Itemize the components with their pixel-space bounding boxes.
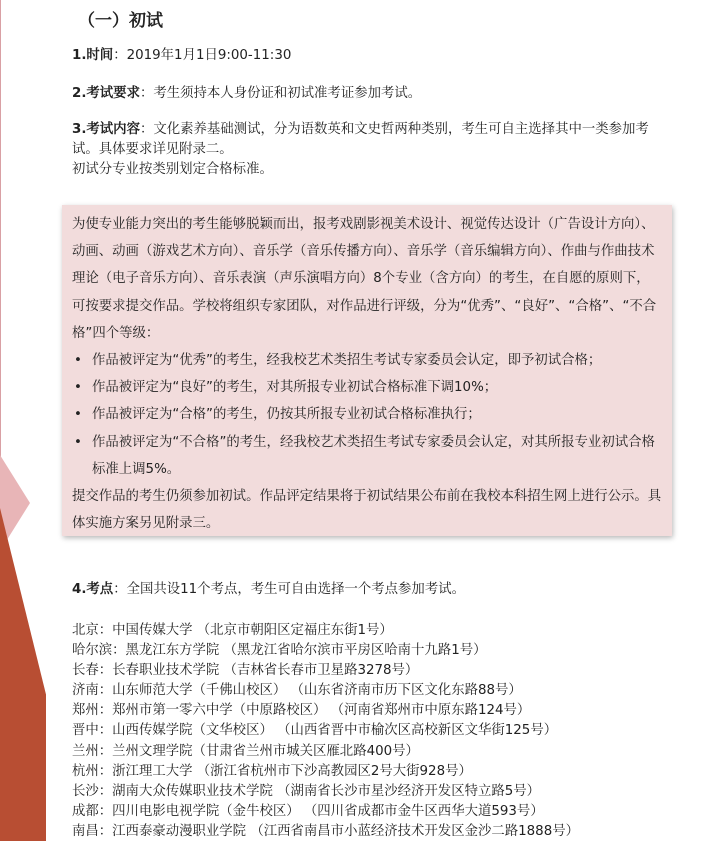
exam-time — [72, 46, 291, 66]
callout-bullet-item: • 作品被评定为“优秀”的考生，经我校艺术类招生考试专家委员会认定，即予初试合格； — [72, 347, 662, 374]
exam-requirement — [72, 84, 421, 104]
exam-venues-value: ：全国共设11个考点，考生可自由选择一个考点参加考试。 — [113, 582, 465, 597]
exam-site-item: 哈尔滨：黑龙江东方学院 （黑龙江省哈尔滨市平房区哈南十九路1号） — [72, 643, 487, 659]
left-border-line — [0, 0, 1, 470]
callout-bullet-item: • 作品被评定为“不合格”的考生，经我校艺术类招生考试专家委员会认定，对其所报专业初试合格标准上调5%。 — [72, 429, 662, 483]
exam-site-item: 晋中：山西传媒学院（文华校区） （山西省晋中市榆次区高校新区文华街125号） — [72, 723, 558, 739]
exam-site-list — [72, 621, 579, 842]
callout-bullet-list — [72, 347, 662, 483]
exam-site-item: 南昌：江西泰豪动漫职业学院 （江西省南昌市小蓝经济技术开发区金沙二路1888号） — [72, 823, 580, 839]
exam-site-item: 郑州：郑州市第一零六中学（中原路校区） （河南省郑州市中原东路124号） — [72, 703, 531, 719]
exam-site-item: 北京：中国传媒大学 （北京市朝阳区定福庄东街1号） — [72, 623, 393, 638]
exam-time-value: ：2019年1月1日9:00-11:30 — [113, 48, 292, 63]
exam-requirement-value: ：考生须持本人身份证和初试准考证参加考试。 — [139, 86, 422, 101]
exam-venues — [72, 580, 465, 600]
exam-time-label: 1.时间 — [72, 48, 114, 63]
exam-site-item: 杭州：浙江理工大学 （浙江省杭州市下沙高教园区2号大街928号） — [72, 763, 472, 779]
callout-intro: 为使专业能力突出的考生能够脱颖而出，报考戏剧影视美术设计、视觉传达设计（广告设计方向）、动画、动画（游戏艺术方向）、音乐学（音乐传播方向）、音乐学（音乐编辑方向）、作曲与作曲技术理论（电子音乐方向）、音乐表演（声乐演唱方向）8个专业（含方向）的考生，在自愿的原则下，可按要求提交作品。学校将组织专家团队，对作品进行评级，分为“优秀”、“良好”、“合格”、“不合格”四个等级： — [72, 217, 657, 341]
exam-content-note: 初试分专业按类别划定合格标准。 — [72, 162, 273, 177]
exam-venues-label: 4.考点 — [72, 582, 114, 597]
exam-content — [72, 120, 652, 180]
exam-content-value: ：文化素养基础测试，分为语数英和文史哲两种类别，考生可自主选择其中一类参加考试。具体要求详见附录二。 — [72, 122, 649, 157]
callout-outro: 提交作品的考生仍须参加初试。作品评定结果将于初试结果公布前在我校本科招生网上进行公示。具体实施方案另见附录三。 — [72, 489, 662, 532]
exam-site-item: 成都：四川电影电视学院（金牛校区） （四川省成都市金牛区西华大道593号） — [72, 803, 544, 819]
exam-content-label: 3.考试内容 — [72, 122, 140, 137]
decorative-red-shape — [0, 508, 46, 841]
callout-bullet-item: • 作品被评定为“合格”的考生，仍按其所报专业初试合格标准执行； — [72, 401, 662, 428]
exam-site-item: 兰州：兰州文理学院（甘肃省兰州市城关区雁北路400号） — [72, 743, 419, 759]
callout-bullet-item: • 作品被评定为“良好”的考生，对其所报专业初试合格标准下调10%； — [72, 374, 662, 401]
exam-site-item: 济南：山东师范大学（千佛山校区） （山东省济南市历下区文化东路88号） — [72, 683, 522, 699]
exam-site-item: 长沙：湖南大众传媒职业技术学院 （湖南省长沙市星沙经济开发区特立路5号） — [72, 783, 541, 799]
section-title: （一）初试 — [78, 11, 163, 31]
exam-site-item: 长春：长春职业技术学院 （吉林省长春市卫星路3278号） — [72, 663, 419, 679]
exam-requirement-label: 2.考试要求 — [72, 86, 140, 101]
portfolio-callout-box — [62, 205, 672, 536]
